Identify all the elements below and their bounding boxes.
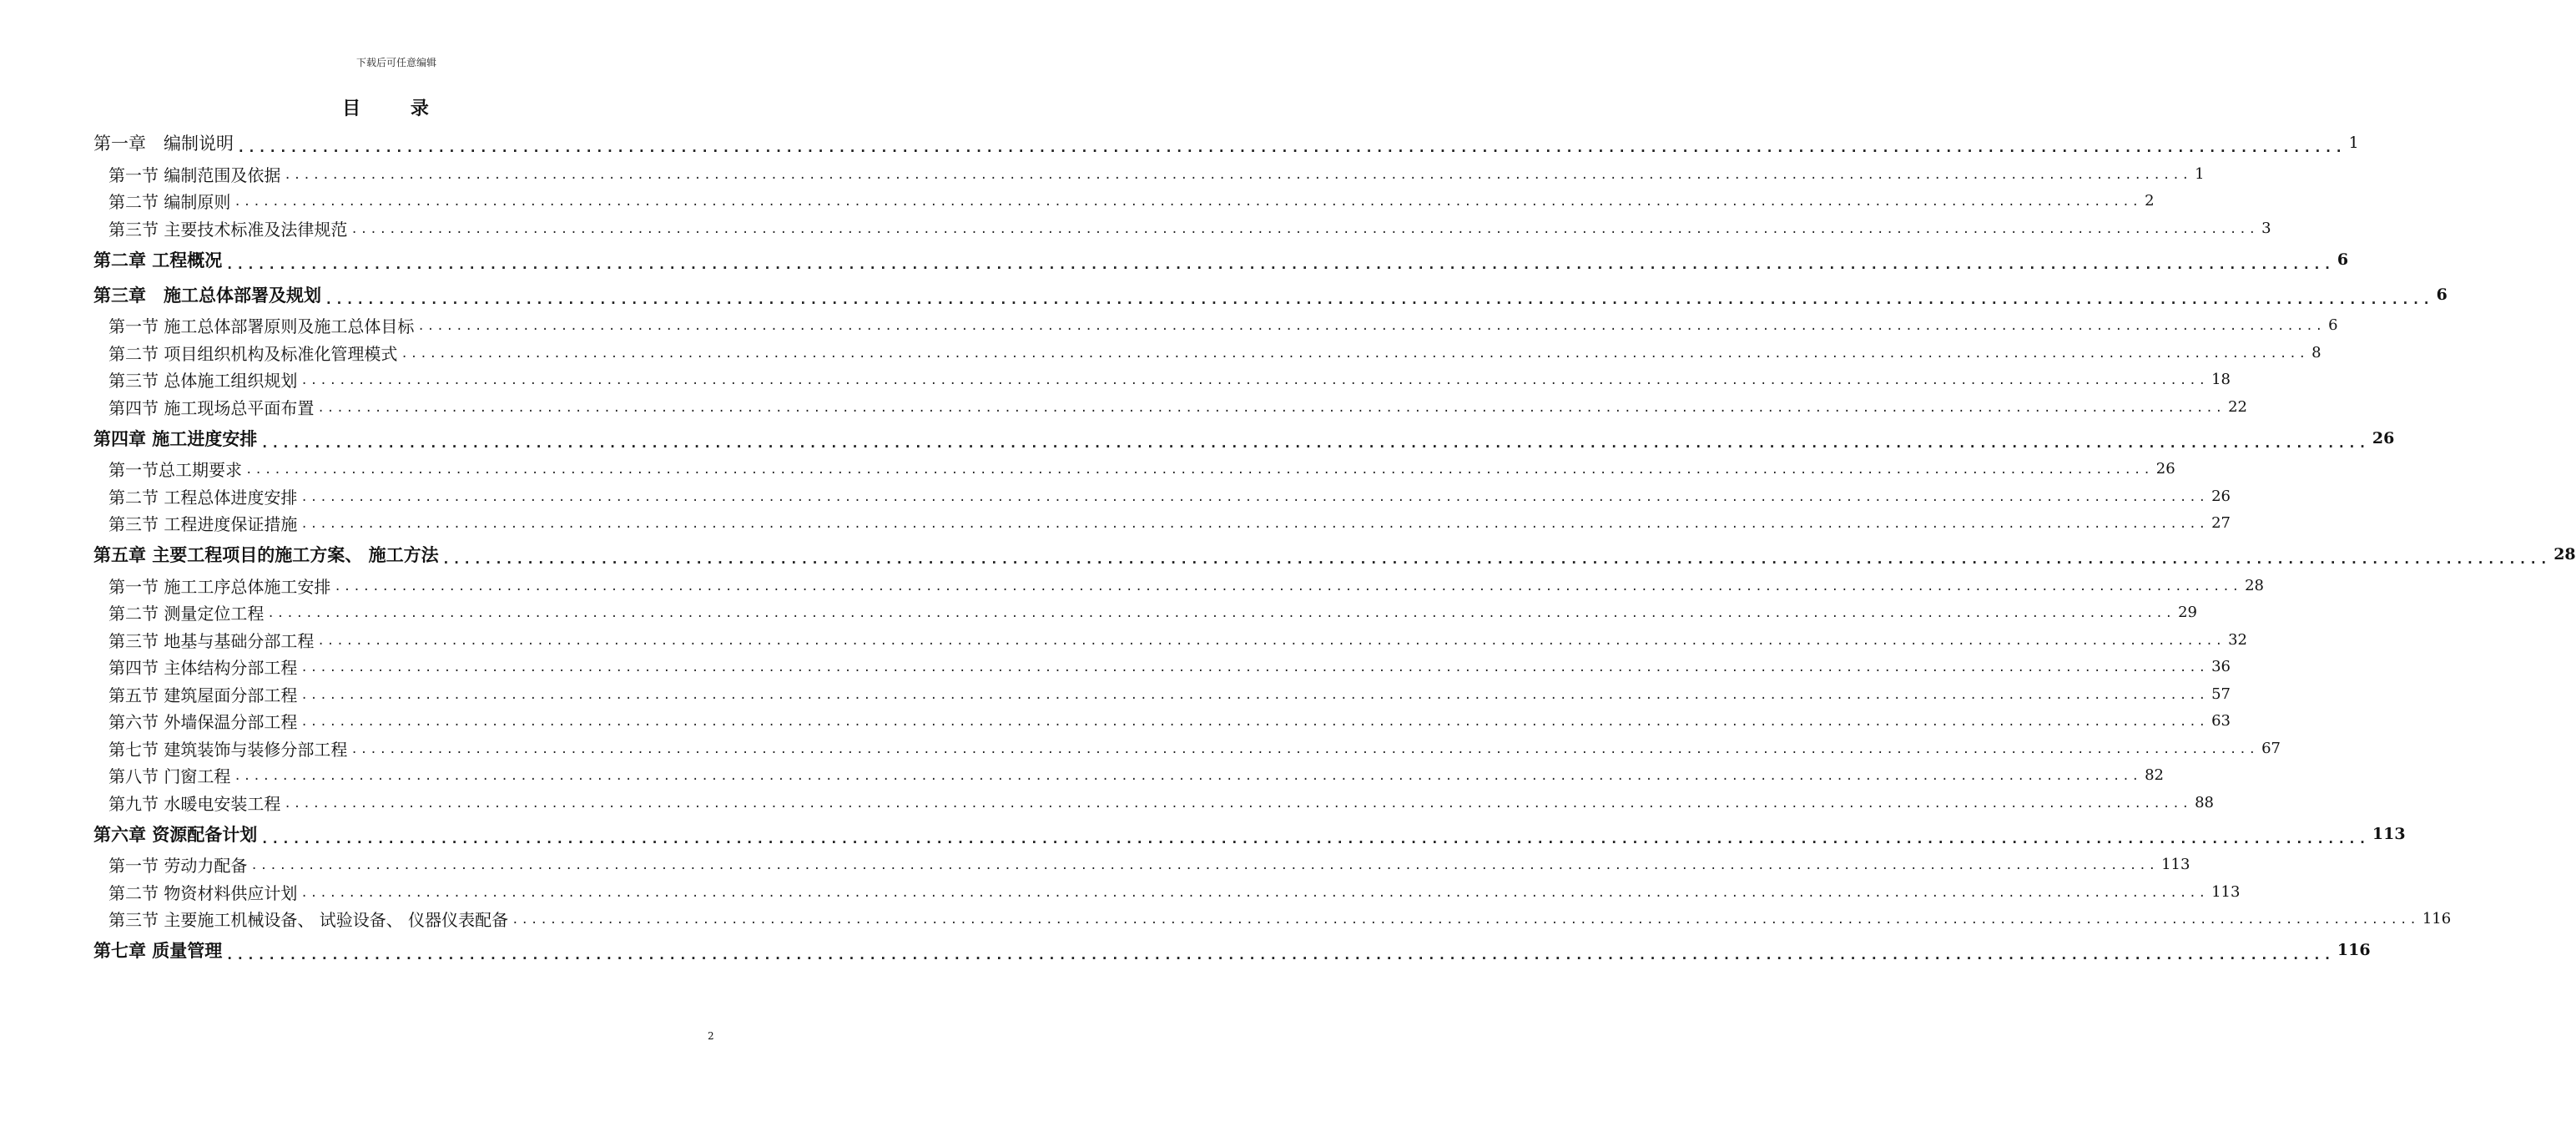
dot-leader: ........................................................................................................................................................................................................ (250, 859, 2159, 872)
dot-leader: ........................................................................................................................................................................................................ (512, 913, 2419, 927)
toc-entry-label: 第四节 主体结构分部工程 (108, 658, 298, 679)
toc-entry-label: 第四章 施工进度安排 (93, 428, 258, 449)
dot-leader: ........................................................................................................................................................................................................ (245, 463, 2153, 477)
toc-entry-page: 26 (2155, 460, 2175, 478)
toc-chapter-entry[interactable] (93, 125, 2359, 160)
toc-entry-label: 第三节 工程进度保证措施 (108, 514, 298, 535)
toc-section-entry[interactable] (93, 510, 2231, 538)
page-number: 2 (708, 1030, 714, 1042)
dot-leader: ........................................................................................................................................................................................................ (284, 796, 2192, 811)
toc-entry-label: 第五节 建筑屋面分部工程 (108, 685, 298, 705)
toc-section-entry[interactable] (93, 708, 2231, 735)
toc-section-entry[interactable] (93, 339, 2321, 366)
toc-section-entry[interactable] (93, 366, 2231, 394)
toc-section-entry[interactable] (93, 626, 2248, 654)
toc-entry-label: 第八节 门窗工程 (108, 766, 231, 787)
toc-entry-label: 第二节 工程总体进度安排 (108, 487, 298, 508)
toc-entry-page: 27 (2211, 514, 2231, 533)
toc-section-entry[interactable] (93, 789, 2215, 816)
dot-leader: ........................................................................................................................................................................................................ (350, 222, 2259, 236)
toc-entry-label: 第六章 资源配备计划 (93, 824, 258, 845)
toc-entry-page: 1 (2348, 134, 2359, 152)
toc-chapter-entry[interactable] (93, 932, 2371, 968)
toc-entry-page: 32 (2228, 630, 2248, 649)
toc-entry-page: 113 (2372, 824, 2406, 843)
toc-chapter-entry[interactable] (93, 816, 2406, 852)
toc-entry-page: 29 (2178, 604, 2198, 622)
toc-section-entry[interactable] (93, 878, 2241, 906)
dot-leader: ........................................................................................................................................................................................................ (267, 607, 2175, 620)
toc-entry-page: 116 (2337, 941, 2371, 959)
dot-leader: ........................................................................................................................................................................................................ (317, 634, 2226, 648)
toc-entry-label: 第二节 编制原则 (108, 192, 231, 213)
toc-entry-label: 第五章 主要工程项目的施工方案、 施工方法 (93, 545, 439, 565)
dot-leader: ........................................................................................................................................................................................................ (441, 551, 2551, 567)
dot-leader: ........................................................................................................................................................................................................ (300, 886, 2209, 900)
toc-entry-page: 113 (2211, 882, 2241, 901)
page-header: 下载后可任意编辑 (355, 57, 436, 68)
dot-leader: ........................................................................................................................................................................................................ (325, 291, 2433, 307)
toc-entry-page: 26 (2211, 487, 2231, 505)
dot-leader: ........................................................................................................................................................................................................ (225, 255, 2334, 272)
toc-section-entry[interactable] (93, 456, 2175, 483)
dot-leader: ........................................................................................................................................................................................................ (234, 770, 2142, 783)
toc-section-entry[interactable] (93, 215, 2271, 242)
toc-chapter-entry[interactable] (93, 537, 2576, 572)
toc-entry-page: 67 (2261, 739, 2281, 757)
toc-entry-page: 3 (2261, 219, 2271, 237)
toc-entry-label: 第七节 建筑装饰与装修分部工程 (108, 739, 348, 760)
toc-section-entry[interactable] (93, 680, 2231, 708)
toc-entry-page: 1 (2195, 164, 2205, 183)
toc-section-entry[interactable] (93, 654, 2231, 681)
toc-section-entry[interactable] (93, 762, 2165, 790)
toc-chapter-entry[interactable] (93, 421, 2395, 456)
toc-section-entry[interactable] (93, 599, 2198, 627)
dot-leader: ........................................................................................................................................................................................................ (234, 195, 2142, 209)
dot-leader: ........................................................................................................................................................................................................ (300, 374, 2209, 387)
toc-entry-page: 6 (2337, 250, 2349, 269)
dot-leader: ........................................................................................................................................................................................................ (260, 830, 2369, 847)
dot-leader: ........................................................................................................................................................................................................ (225, 947, 2334, 963)
toc-entry-page: 6 (2328, 316, 2338, 335)
toc-section-entry[interactable] (93, 852, 2190, 879)
toc-entry-page: 82 (2145, 766, 2165, 785)
toc-entry-page: 28 (2245, 576, 2265, 594)
toc-section-entry[interactable] (93, 735, 2281, 762)
toc-chapter-entry[interactable] (93, 242, 2349, 277)
toc-section-entry[interactable] (93, 572, 2265, 599)
dot-leader: ........................................................................................................................................................................................................ (237, 139, 2346, 155)
toc-section-entry[interactable] (93, 160, 2205, 188)
toc-entry-label: 第四节 施工现场总平面布置 (108, 397, 315, 418)
toc-entry-label: 第六节 外墙保温分部工程 (108, 712, 298, 733)
dot-leader: ........................................................................................................................................................................................................ (401, 346, 2309, 361)
toc-entry-page: 18 (2211, 371, 2231, 389)
toc-entry-page: 116 (2422, 910, 2452, 928)
toc-entry-label: 第九节 水暖电安装工程 (108, 793, 281, 814)
toc-entry-page: 26 (2372, 428, 2395, 447)
toc-entry-page: 36 (2211, 658, 2231, 676)
toc-entry-label: 第一节 劳动力配备 (108, 856, 248, 877)
toc-section-entry[interactable] (93, 393, 2248, 421)
dot-leader: ........................................................................................................................................................................................................ (260, 434, 2369, 451)
dot-leader: ........................................................................................................................................................................................................ (350, 742, 2259, 756)
toc-entry-page: 63 (2211, 712, 2231, 730)
toc-section-entry[interactable] (93, 312, 2338, 340)
toc-section-entry[interactable] (93, 483, 2231, 510)
dot-leader: ........................................................................................................................................................................................................ (284, 168, 2192, 182)
dot-leader: ........................................................................................................................................................................................................ (300, 490, 2209, 504)
toc-entry-label: 第二节 物资材料供应计划 (108, 882, 298, 903)
dot-leader: ........................................................................................................................................................................................................ (300, 715, 2209, 729)
toc-entry-label: 第一节总工期要求 (108, 460, 242, 481)
toc-entry-label: 第七章 质量管理 (93, 941, 223, 961)
toc-entry-page: 88 (2195, 793, 2215, 811)
toc-entry-page: 22 (2228, 397, 2248, 416)
toc-entry-label: 第三章 施工总体部署及规划 (93, 285, 321, 306)
toc-entry-label: 第一章 编制说明 (93, 134, 234, 154)
toc-entry-label: 第一节 施工总体部署原则及施工总体目标 (108, 316, 415, 337)
toc-entry-page: 8 (2311, 343, 2321, 361)
toc-section-entry[interactable] (93, 188, 2155, 215)
dot-leader: ........................................................................................................................................................................................................ (334, 579, 2242, 594)
toc-entry-label: 第二节 项目组织机构及标准化管理模式 (108, 343, 398, 364)
toc-entry-label: 第一节 施工工序总体施工安排 (108, 576, 331, 597)
toc-entry-label: 第三节 主要技术标准及法律规范 (108, 219, 348, 240)
toc-entry-page: 113 (2161, 856, 2190, 874)
toc-entry-page: 6 (2436, 285, 2447, 304)
table-of-contents (93, 125, 2576, 968)
dot-leader: ........................................................................................................................................................................................................ (300, 688, 2209, 702)
dot-leader: ........................................................................................................................................................................................................ (300, 661, 2209, 675)
toc-entry-label: 第二章 工程概况 (93, 250, 223, 270)
toc-entry-label: 第一节 编制范围及依据 (108, 164, 281, 185)
dot-leader: ........................................................................................................................................................................................................ (300, 518, 2209, 531)
toc-entry-label: 第二节 测量定位工程 (108, 604, 265, 624)
toc-entry-page: 2 (2145, 192, 2155, 210)
toc-entry-label: 第三节 主要施工机械设备、 试验设备、 仪器仪表配备 (108, 910, 509, 931)
toc-entry-page: 28 (2553, 545, 2576, 564)
dot-leader: ........................................................................................................................................................................................................ (317, 401, 2226, 415)
toc-entry-label: 第三节 地基与基础分部工程 (108, 630, 315, 651)
toc-chapter-entry[interactable] (93, 277, 2447, 312)
toc-title: 目 录 (342, 99, 451, 119)
toc-entry-page: 57 (2211, 685, 2231, 703)
toc-section-entry[interactable] (93, 906, 2452, 933)
dot-leader: ........................................................................................................................................................................................................ (417, 320, 2326, 333)
toc-entry-label: 第三节 总体施工组织规划 (108, 371, 298, 392)
